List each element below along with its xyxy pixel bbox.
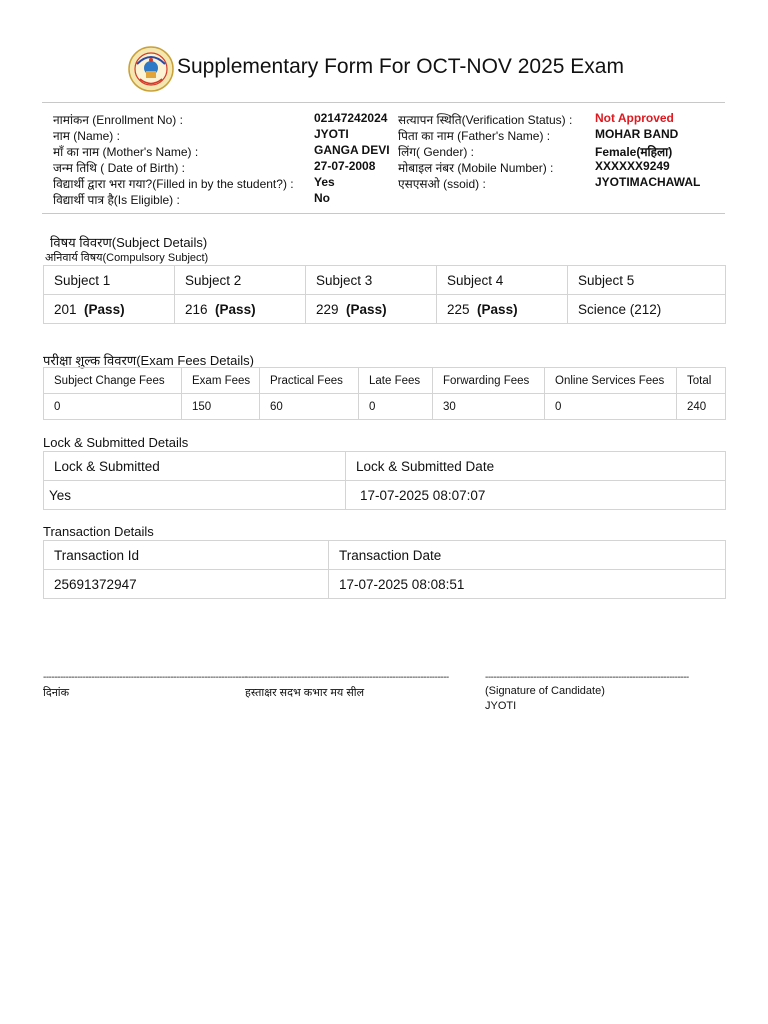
table-header-cell: Practical Fees bbox=[260, 368, 359, 394]
table-header-cell: Lock & Submitted Date bbox=[346, 452, 726, 481]
table-row bbox=[44, 570, 726, 599]
table-header-cell: Transaction Date bbox=[329, 541, 726, 570]
verification-status-label: सत्यापन स्थिति(Verification Status) : bbox=[398, 113, 573, 127]
table-cell: 25691372947 bbox=[44, 570, 329, 599]
fees-table bbox=[43, 367, 726, 420]
mother-name-value: GANGA DEVI bbox=[314, 143, 390, 157]
eligible-label: विद्यार्थी पात्र है(Is Eligible) : bbox=[53, 193, 180, 207]
subject-cell bbox=[568, 295, 726, 324]
table-cell: 30 bbox=[433, 394, 545, 420]
compulsory-subject-subtitle: अनिवार्य विषय(Compulsory Subject) bbox=[45, 252, 209, 264]
table-cell: 0 bbox=[44, 394, 182, 420]
table-header-cell: Subject 2 bbox=[175, 266, 306, 295]
table-header-cell: Transaction Id bbox=[44, 541, 329, 570]
lock-submitted-title: Lock & Submitted Details bbox=[43, 435, 189, 450]
father-name-label: पिता का नाम (Father's Name) : bbox=[398, 129, 551, 143]
subject-cell bbox=[44, 295, 175, 324]
filled-by-student-label: विद्यार्थी द्वारा भरा गया?(Filled in by the student?) : bbox=[53, 177, 294, 191]
candidate-name: JYOTI bbox=[485, 700, 517, 712]
father-name-value: MOHAR BAND bbox=[595, 127, 679, 141]
table-header-cell: Forwarding Fees bbox=[433, 368, 545, 394]
table-cell: 0 bbox=[359, 394, 433, 420]
table-header-cell: Subject 5 bbox=[568, 266, 726, 295]
eligible-value: No bbox=[314, 191, 330, 205]
date-label: दिनांक bbox=[43, 687, 70, 699]
table-row bbox=[44, 394, 726, 420]
subject-code: 216 bbox=[185, 301, 208, 317]
table-row bbox=[44, 295, 726, 324]
table-header-cell: Total bbox=[677, 368, 726, 394]
subject-result: (Pass) bbox=[346, 301, 387, 317]
subject-code: 201 bbox=[54, 301, 77, 317]
subject-result: (Pass) bbox=[84, 301, 125, 317]
subject-code: 225 bbox=[447, 301, 470, 317]
gender-label: लिंग( Gender) : bbox=[398, 145, 475, 159]
transaction-table bbox=[43, 540, 726, 599]
table-header-cell: Exam Fees bbox=[182, 368, 260, 394]
table-header-cell: Lock & Submitted bbox=[44, 452, 346, 481]
transaction-details-title: Transaction Details bbox=[43, 524, 154, 539]
stamp-label: हस्ताक्षर सदभ कभार मय सील bbox=[245, 687, 365, 699]
table-header-row bbox=[44, 368, 726, 394]
dob-label: जन्म तिथि ( Date of Birth) : bbox=[53, 161, 185, 175]
subject-cell bbox=[437, 295, 568, 324]
table-header-row bbox=[44, 266, 726, 295]
mother-name-label: माँ का नाम (Mother's Name) : bbox=[53, 145, 199, 159]
table-header-cell: Online Services Fees bbox=[545, 368, 677, 394]
table-header-cell: Subject 1 bbox=[44, 266, 175, 295]
verification-status-value: Not Approved bbox=[595, 111, 674, 125]
table-header-cell: Late Fees bbox=[359, 368, 433, 394]
subject-details-title: विषय विवरण(Subject Details) bbox=[50, 235, 208, 250]
date-signature-line: ------------------------------------------------------------------------ bbox=[43, 672, 247, 683]
page-header bbox=[128, 46, 688, 94]
table-cell: 150 bbox=[182, 394, 260, 420]
table-header-row bbox=[44, 452, 726, 481]
subject-result: (Pass) bbox=[477, 301, 518, 317]
table-row bbox=[44, 481, 726, 510]
table-cell: 17-07-2025 08:07:07 bbox=[346, 481, 726, 510]
candidate-signature-line: ------------------------------------------------------------------------ bbox=[485, 672, 689, 683]
stamp-signature-line: ------------------------------------------------------------------------ bbox=[245, 672, 449, 683]
table-header-cell: Subject 4 bbox=[437, 266, 568, 295]
ssoid-label: एसएसओ (ssoid) : bbox=[398, 177, 486, 191]
table-header-cell: Subject 3 bbox=[306, 266, 437, 295]
candidate-signature-label: (Signature of Candidate) bbox=[485, 685, 605, 697]
table-header-row bbox=[44, 541, 726, 570]
mobile-label: मोबाइल नंबर (Mobile Number) : bbox=[398, 161, 554, 175]
page-title: Supplementary Form For OCT-NOV 2025 Exam bbox=[177, 55, 624, 78]
board-logo-icon bbox=[128, 46, 174, 92]
enrollment-label: नामांकन (Enrollment No) : bbox=[53, 113, 183, 127]
mobile-value: XXXXXX9249 bbox=[595, 159, 670, 173]
lock-submitted-table bbox=[43, 451, 726, 510]
table-cell: 240 bbox=[677, 394, 726, 420]
name-value: JYOTI bbox=[314, 127, 349, 141]
filled-by-student-value: Yes bbox=[314, 175, 335, 189]
student-info-panel bbox=[42, 102, 725, 214]
subject-code: 229 bbox=[316, 301, 339, 317]
table-cell: 17-07-2025 08:08:51 bbox=[329, 570, 726, 599]
table-cell: 60 bbox=[260, 394, 359, 420]
name-label: नाम (Name) : bbox=[53, 129, 120, 143]
table-cell: Yes bbox=[44, 481, 346, 510]
subject-result: (Pass) bbox=[215, 301, 256, 317]
subject-code: Science (212) bbox=[578, 301, 662, 317]
table-cell: 0 bbox=[545, 394, 677, 420]
dob-value: 27-07-2008 bbox=[314, 159, 376, 173]
subject-cell bbox=[306, 295, 437, 324]
subject-cell bbox=[175, 295, 306, 324]
gender-value: Female(महिला) bbox=[595, 145, 673, 159]
table-header-cell: Subject Change Fees bbox=[44, 368, 182, 394]
ssoid-value: JYOTIMACHAWAL bbox=[595, 175, 701, 189]
enrollment-value: 02147242024 bbox=[314, 111, 388, 125]
subjects-table bbox=[43, 265, 726, 324]
exam-fees-title: परीक्षा शुल्क विवरण(Exam Fees Details) bbox=[43, 353, 254, 368]
